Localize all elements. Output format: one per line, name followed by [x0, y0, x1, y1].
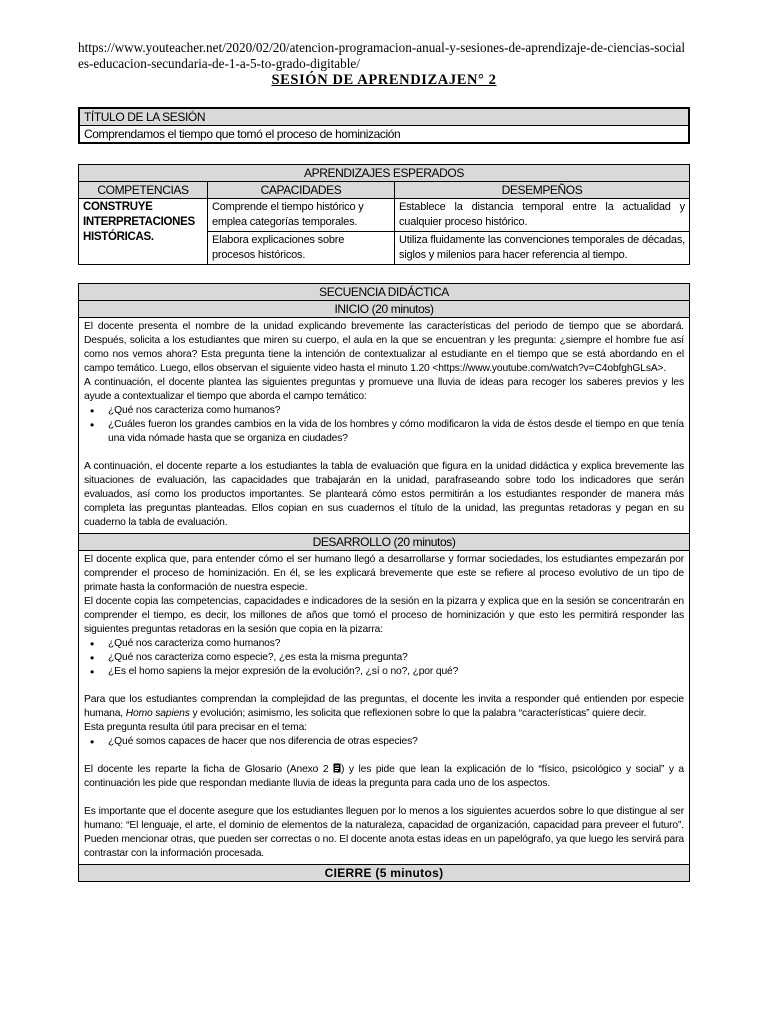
source-url[interactable]: https://www.youteacher.net/2020/02/20/atencion-programacion-anual-y-sesiones-de-aprendizaje-de-ciencias-sociales-educacion-secundaria-de-1-a-5-to-grado-digitable/	[78, 40, 685, 71]
inicio-paragraph: A continuación, el docente reparte a los estudiantes la tabla de evaluación que figura en la unidad didáctica y explica brevemente las situaciones de evaluación, las capacidades que trabajarán en la unidad, parafraseando sobre todo los indicadores que serán evaluados, así como los productos importantes. Se planteará cómo estos permitirán a los estudiantes responder de manera más completa las preguntas planteadas. Ellos copian en sus cuadernos el título de la unidad, las preguntas retadoras y pegan en su cuaderno la tabla de evaluación.	[84, 461, 684, 528]
session-heading: SESIÓN DE APRENDIZAJEN° 2	[271, 72, 497, 88]
inicio-paragraph: A continuación, el docente plantea las siguientes preguntas y promueve una lluvia de ideas para recoger los saberes previos y les ayude a contextualizar el tiempo que aborda el campo temático:	[84, 377, 684, 402]
table-row	[79, 199, 690, 232]
document-icon	[333, 763, 341, 773]
capacidad-cell: Elabora explicaciones sobre procesos históricos.	[208, 232, 395, 265]
col-competencias: COMPETENCIAS	[79, 182, 208, 199]
desarrollo-paragraph: El docente les reparte la ficha de Glosario (Anexo 2 ) y les pide que lean la explicación de lo “físico, psicológico y social” y a continuación les pide que respondan mediante lluvia de ideas la pregunta para cada uno de los aspectos.	[84, 764, 685, 789]
desarrollo-paragraph: El docente explica que, para entender cómo el ser humano llegó a desarrollarse y formar sociedades, los estudiantes empezarán por comprender el proceso de hominización. En él, se les explicará brevemente que este se refiere al proceso evolutivo de un tipo de primate hasta la conformación de nuestra especie.	[84, 554, 684, 593]
desempeno-cell: Utiliza fluidamente las convenciones temporales de décadas, siglos y milenios para hacer referencia al tiempo.	[395, 232, 690, 265]
list-item: • ¿Cuáles fueron los grandes cambios en la vida de los hombres y cómo modificaron la vida de éstos desde el tiempo en que tenía una vida nómade hasta que se organiza en ciudades?	[108, 418, 684, 446]
col-capacidades: CAPACIDADES	[208, 182, 395, 199]
desarrollo-paragraph: Es importante que el docente asegure que los estudiantes lleguen por lo menos a los siguientes acuerdos sobre lo que distingue al ser humano: “El lenguaje, el arte, el dominio de elementos de la naturaleza, capacidad de organización, capacidad para preveer el futuro”. Pueden mencionar otras, que pueden ser correctas o no. El docente anota estas ideas en un papelógrafo, ya que luego les servirá para contrastar con la información procesada.	[84, 806, 684, 859]
desarrollo-paragraph: El docente copia las competencias, capacidades e indicadores de la sesión en la pizarra y explica que en la sesión se concentrarán en comprender el tiempo, es decir, los millones de años que tomó el proceso de hominización y que esto les permitirá responder las siguientes preguntas retadoras en la sesión que copia en la pizarra:	[84, 596, 684, 635]
session-label: TÍTULO DE LA SESIÓN	[79, 108, 689, 126]
desarrollo-question-list	[84, 637, 684, 679]
desarrollo-paragraph: Esta pregunta resulta útil para precisar en el tema:	[84, 722, 307, 733]
learning-header: APRENDIZAJES ESPERADOS	[79, 165, 690, 182]
desarrollo-content	[79, 551, 690, 865]
species-name: Homo sapiens	[125, 708, 190, 719]
list-item: • ¿Es el homo sapiens la mejor expresión de la evolución?, ¿sí o no?, ¿por qué?	[108, 665, 684, 679]
sequence-table	[78, 283, 690, 882]
inicio-content	[79, 318, 690, 534]
desarrollo-question-list-2	[84, 735, 684, 749]
sequence-header: SECUENCIA DIDÁCTICA	[79, 284, 690, 301]
list-item: • ¿Qué nos caracteriza como humanos?	[108, 404, 684, 418]
session-title-value: Comprendamos el tiempo que tomó el proceso de hominización	[79, 126, 689, 144]
list-item: • ¿Qué somos capaces de hacer que nos diferencia de otras especies?	[108, 735, 684, 749]
inicio-question-list	[84, 404, 684, 446]
col-desempenos: DESEMPEÑOS	[395, 182, 690, 199]
competencia-cell: CONSTRUYE INTERPRETACIONES HISTÓRICAS.	[79, 199, 208, 265]
inicio-paragraph: El docente presenta el nombre de la unidad explicando brevemente las características del periodo de tiempo que se abordará. Después, solicita a los estudiantes que miren su cuerpo, el aula en la que se encuentran y les pregunta: ¿siempre el hombre fue así como nos vemos ahora? Esta pregunta tiene la intención de contextualizar al estudiante en el tiempo que se está abordando en el campo temático. Luego, ellos observan el siguiente video hasta el minuto 1.20 <https://www.youtube.com/watch?v=C4obfghGLsA>.	[84, 321, 684, 374]
inicio-header: INICIO (20 minutos)	[79, 301, 690, 318]
desempeno-cell: Establece la distancia temporal entre la actualidad y cualquier proceso histórico.	[395, 199, 690, 232]
desarrollo-header: DESARROLLO (20 minutos)	[79, 534, 690, 551]
session-title-table	[78, 107, 690, 144]
learning-table	[78, 164, 690, 265]
list-item: • ¿Qué nos caracteriza como humanos?	[108, 637, 684, 651]
list-item: • ¿Qué nos caracteriza como especie?, ¿es esta la misma pregunta?	[108, 651, 684, 665]
desarrollo-paragraph: Para que los estudiantes comprendan la complejidad de las preguntas, el docente les invita a responder qué entienden por especie humana, Homo sapiens y evolución; asimismo, les solicita que reflexionen sobre lo que la palabra “características” quiere decir.	[84, 694, 684, 719]
capacidad-cell: Comprende el tiempo histórico y emplea categorías temporales.	[208, 199, 395, 232]
cierre-header: CIERRE (5 minutos)	[79, 865, 690, 882]
